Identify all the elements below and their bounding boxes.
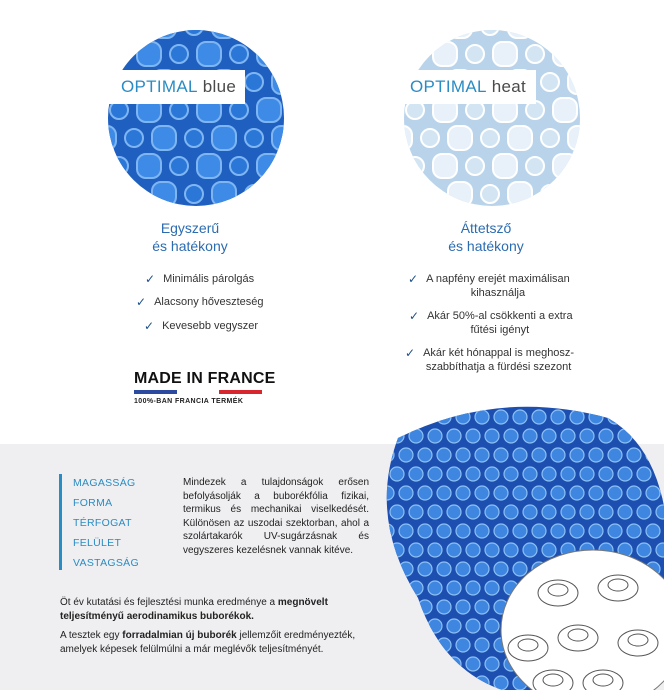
made-in-france-title: MADE IN FRANCE: [134, 370, 276, 387]
feature-line: fűtési igényt: [470, 324, 530, 336]
checkmark-icon: ✓: [405, 346, 416, 360]
feature-line: kihasználja: [470, 287, 526, 299]
heading-line: Áttetsző: [460, 220, 512, 236]
feature-text: [427, 309, 573, 337]
made-in-france-badge: [134, 370, 275, 405]
feature-line: A napfény erejét maximálisan: [426, 273, 570, 285]
feature-line: Akár 50%-al csökkenti a extra: [427, 310, 573, 322]
made-in-france-subtitle: 100%-BAN FRANCIA TERMÉK: [134, 398, 244, 405]
feature-item: [144, 319, 258, 333]
feature-line: szabbíthatja a fürdési szezont: [425, 361, 572, 373]
flag-red: [219, 390, 262, 394]
optimal-blue-heading: [100, 219, 280, 255]
feature-text: Minimális párolgás: [163, 273, 255, 285]
feature-item: [145, 272, 254, 286]
feature-text: Alacsony hőveszteség: [154, 296, 264, 308]
closing-paragraph-1: [60, 596, 378, 623]
checkmark-icon: ✓: [136, 295, 147, 309]
feature-item: [408, 272, 570, 300]
optimal-heat-image: [404, 30, 580, 206]
feature-item: [136, 295, 264, 309]
feature-item: [409, 309, 573, 337]
feature-line: Akár két hónappal is meghosz-: [423, 347, 575, 359]
closing-bold: megnövelt teljesítményű aerodinamikus buborékok.: [60, 597, 328, 622]
heading-line: Egyszerű: [160, 220, 220, 236]
closing-text: A tesztek egy: [60, 630, 123, 641]
checkmark-icon: ✓: [144, 319, 155, 333]
heading-line: és hatékony: [448, 238, 524, 254]
feature-text: [426, 272, 570, 300]
property-label: TÉRFOGAT: [73, 517, 132, 529]
french-flag-stripe: [134, 390, 262, 394]
closing-bold: forradalmian új buborék: [122, 630, 237, 641]
optimal-blue-label: [109, 70, 245, 104]
optimal-heat-label: [398, 70, 536, 104]
feature-text: Kevesebb vegyszer: [162, 320, 259, 332]
property-label: FORMA: [73, 497, 113, 509]
checkmark-icon: ✓: [408, 272, 419, 286]
heading-line: és hatékony: [152, 238, 228, 254]
property-label: MAGASSÁG: [73, 477, 136, 489]
closing-paragraph-2: [60, 629, 378, 656]
closing-text: Öt év kutatási és fejlesztési munka eredménye a: [60, 597, 278, 608]
property-label: VASTAGSÁG: [73, 557, 139, 569]
checkmark-icon: ✓: [409, 309, 420, 323]
closing-text: jellemzőit eredményezték, amelyek képesek felülmúlni a már meglévők teljesítményét.: [60, 630, 356, 655]
flag-white: [177, 390, 220, 394]
properties-accent-bar: [59, 474, 62, 570]
property-label: FELÜLET: [73, 537, 122, 549]
checkmark-icon: ✓: [145, 272, 156, 286]
flag-blue: [134, 390, 177, 394]
optimal-heat-heading: [396, 219, 576, 255]
feature-item: [405, 346, 574, 374]
variant-name: blue: [202, 77, 237, 96]
feature-text: [423, 346, 574, 374]
variant-name: heat: [491, 77, 527, 96]
optimal-blue-image: [108, 30, 284, 206]
properties-description: Mindezek a tulajdonságok erősen befolyásolják a buborékfólia fizikai, termikus és mechanikai viselkedését. Különösen az uszodai szektorban, ahol a szolártakarók UV-sugárzásnak és vegyszeres kezelésnek vannak kitéve.: [183, 477, 369, 556]
bubble-film-illustration: [378, 398, 664, 690]
brand-name: OPTIMAL: [410, 77, 487, 96]
brand-name: OPTIMAL: [121, 77, 198, 96]
